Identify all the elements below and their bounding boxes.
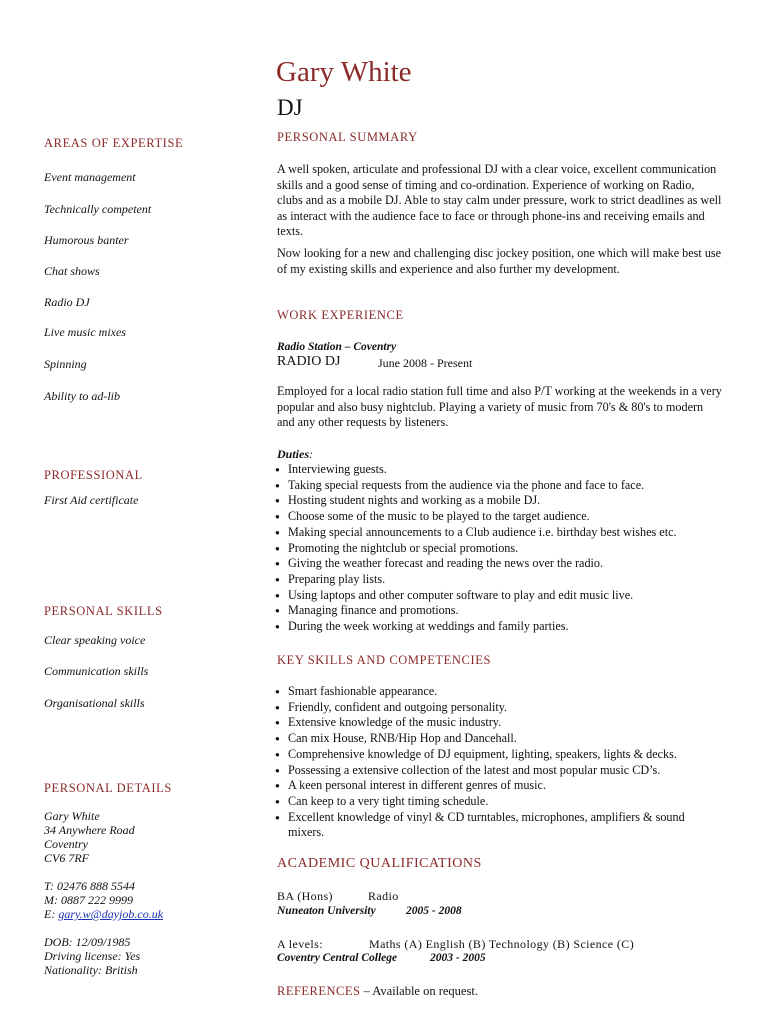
key-skill-item: ● Friendly, confident and outgoing personality. [275, 700, 725, 716]
skill-item: Clear speaking voice [44, 633, 146, 647]
address-line: 34 Anywhere Road [44, 823, 135, 837]
email-prefix: E: [44, 907, 59, 921]
summary-heading: PERSONAL SUMMARY [277, 130, 418, 144]
summary-paragraph-2: Now looking for a new and challenging disc jockey position, one which will make best use of my existing skills and experience and also further my development. [277, 246, 722, 276]
key-skill-item: ● A keen personal interest in different genres of music. [275, 778, 725, 794]
personal-skills-heading: PERSONAL SKILLS [44, 604, 163, 618]
candidate-role: DJ [277, 95, 303, 120]
phone-mobile: M: 0887 222 9999 [44, 893, 133, 907]
duties-label-text: Duties [277, 447, 310, 461]
candidate-name: Gary White [276, 56, 412, 88]
address-line: CV6 7RF [44, 851, 89, 865]
expertise-item: Event management [44, 170, 136, 184]
expertise-item: Technically competent [44, 202, 152, 216]
expertise-item: Radio DJ [44, 295, 90, 309]
key-skill-item: ● Comprehensive knowledge of DJ equipment, lighting, speakers, lights & decks. [275, 747, 725, 763]
key-skill-item: ● Possessing a extensive collection of the latest and most popular music CD’s. [275, 763, 725, 779]
alevels: Maths (A) English (B) Technology (B) Science (C) [369, 937, 635, 951]
duty-item: ● Giving the weather forecast and reading the news over the radio. [275, 556, 725, 572]
key-skills-list [275, 684, 725, 841]
work-heading: WORK EXPERIENCE [277, 308, 404, 322]
key-skill-item: ● Can mix House, RNB/Hip Hop and Dancehall. [275, 731, 725, 747]
professional-heading: PROFESSIONAL [44, 468, 143, 482]
key-skill-item: ● Excellent knowledge of vinyl & CD turntables, microphones, amplifiers & sound mixers. [275, 810, 698, 841]
duty-item: ● Managing finance and promotions. [275, 603, 725, 619]
college: Coventry Central College [277, 952, 398, 964]
university-years: 2005 - 2008 [406, 905, 462, 917]
duty-item: ● Using laptops and other computer software to play and edit music live. [275, 588, 725, 604]
personal-details-heading: PERSONAL DETAILS [44, 781, 172, 795]
duty-item: ● Preparing play lists. [275, 572, 725, 588]
duty-item: ● Choose some of the music to be played to the target audience. [275, 509, 725, 525]
key-skill-item: ● Smart fashionable appearance. [275, 684, 725, 700]
nationality: Nationality: British [44, 963, 138, 977]
job-title: RADIO DJ [277, 354, 341, 369]
dob: DOB: 12/09/1985 [44, 935, 131, 949]
university: Nuneaton University [277, 905, 376, 917]
expertise-item: Humorous banter [44, 233, 129, 247]
duty-item: ● Promoting the nightclub or special promotions. [275, 541, 725, 557]
references-heading: REFERENCES [277, 984, 361, 998]
key-skill-item: ● Can keep to a very tight timing schedule. [275, 794, 725, 810]
duties-colon: : [309, 447, 314, 461]
references-text: – Available on request. [363, 984, 478, 998]
driving-license: Driving license: Yes [44, 949, 141, 963]
duties-label [277, 447, 313, 462]
academic-heading: ACADEMIC QUALIFICATIONS [277, 856, 482, 871]
key-skill-item: ● Extensive knowledge of the music industry. [275, 715, 725, 731]
job-description: Employed for a local radio station full time and also P/T working at the weekends in a very popular and also busy nightclub. Playing a variety of music from 70's & 80's to modern and any other requests by listeners. [277, 384, 722, 430]
summary-paragraph-1: A well spoken, articulate and professional DJ with a clear voice, excellent communication skills and a good sense of timing and co-ordination. Experience of working on Radio, clubs and as a mobile DJ. Able to stay calm under pressure, work to strict deadlines as well as interact with the audience face to face or through phone-ins and receiving emails and texts. [277, 162, 722, 239]
duty-item: ● Making special announcements to a Club audience i.e. birthday best wishes etc. [275, 525, 725, 541]
address-line: Gary White [44, 809, 100, 823]
email-link[interactable]: gary.w@dayjob.co.uk [58, 907, 164, 921]
degree: BA (Hons) [277, 889, 333, 903]
email-line [44, 907, 163, 922]
professional-item: First Aid certificate [44, 493, 139, 507]
job-dates: June 2008 - Present [378, 356, 473, 370]
duties-list [275, 462, 725, 635]
key-skills-heading: KEY SKILLS AND COMPETENCIES [277, 653, 492, 667]
skill-item: Communication skills [44, 664, 149, 678]
expertise-heading: AREAS OF EXPERTISE [44, 136, 184, 150]
references-line [277, 984, 478, 999]
college-years: 2003 - 2005 [430, 952, 486, 964]
alevels-label: A levels: [277, 937, 323, 951]
duty-item: ● Taking special requests from the audience via the phone and face to face. [275, 478, 725, 494]
employer: Radio Station – Coventry [277, 341, 397, 353]
degree-subject: Radio [368, 889, 399, 903]
expertise-item: Live music mixes [44, 325, 126, 339]
duty-item: ● During the week working at weddings and family parties. [275, 619, 725, 635]
phone-landline: T: 02476 888 5544 [44, 879, 136, 893]
expertise-item: Ability to ad-lib [44, 389, 120, 403]
address-line: Coventry [44, 837, 88, 851]
duty-item: ● Interviewing guests. [275, 462, 725, 478]
expertise-item: Spinning [44, 357, 87, 371]
expertise-item: Chat shows [44, 264, 100, 278]
skill-item: Organisational skills [44, 696, 145, 710]
duty-item: ● Hosting student nights and working as a mobile DJ. [275, 493, 725, 509]
